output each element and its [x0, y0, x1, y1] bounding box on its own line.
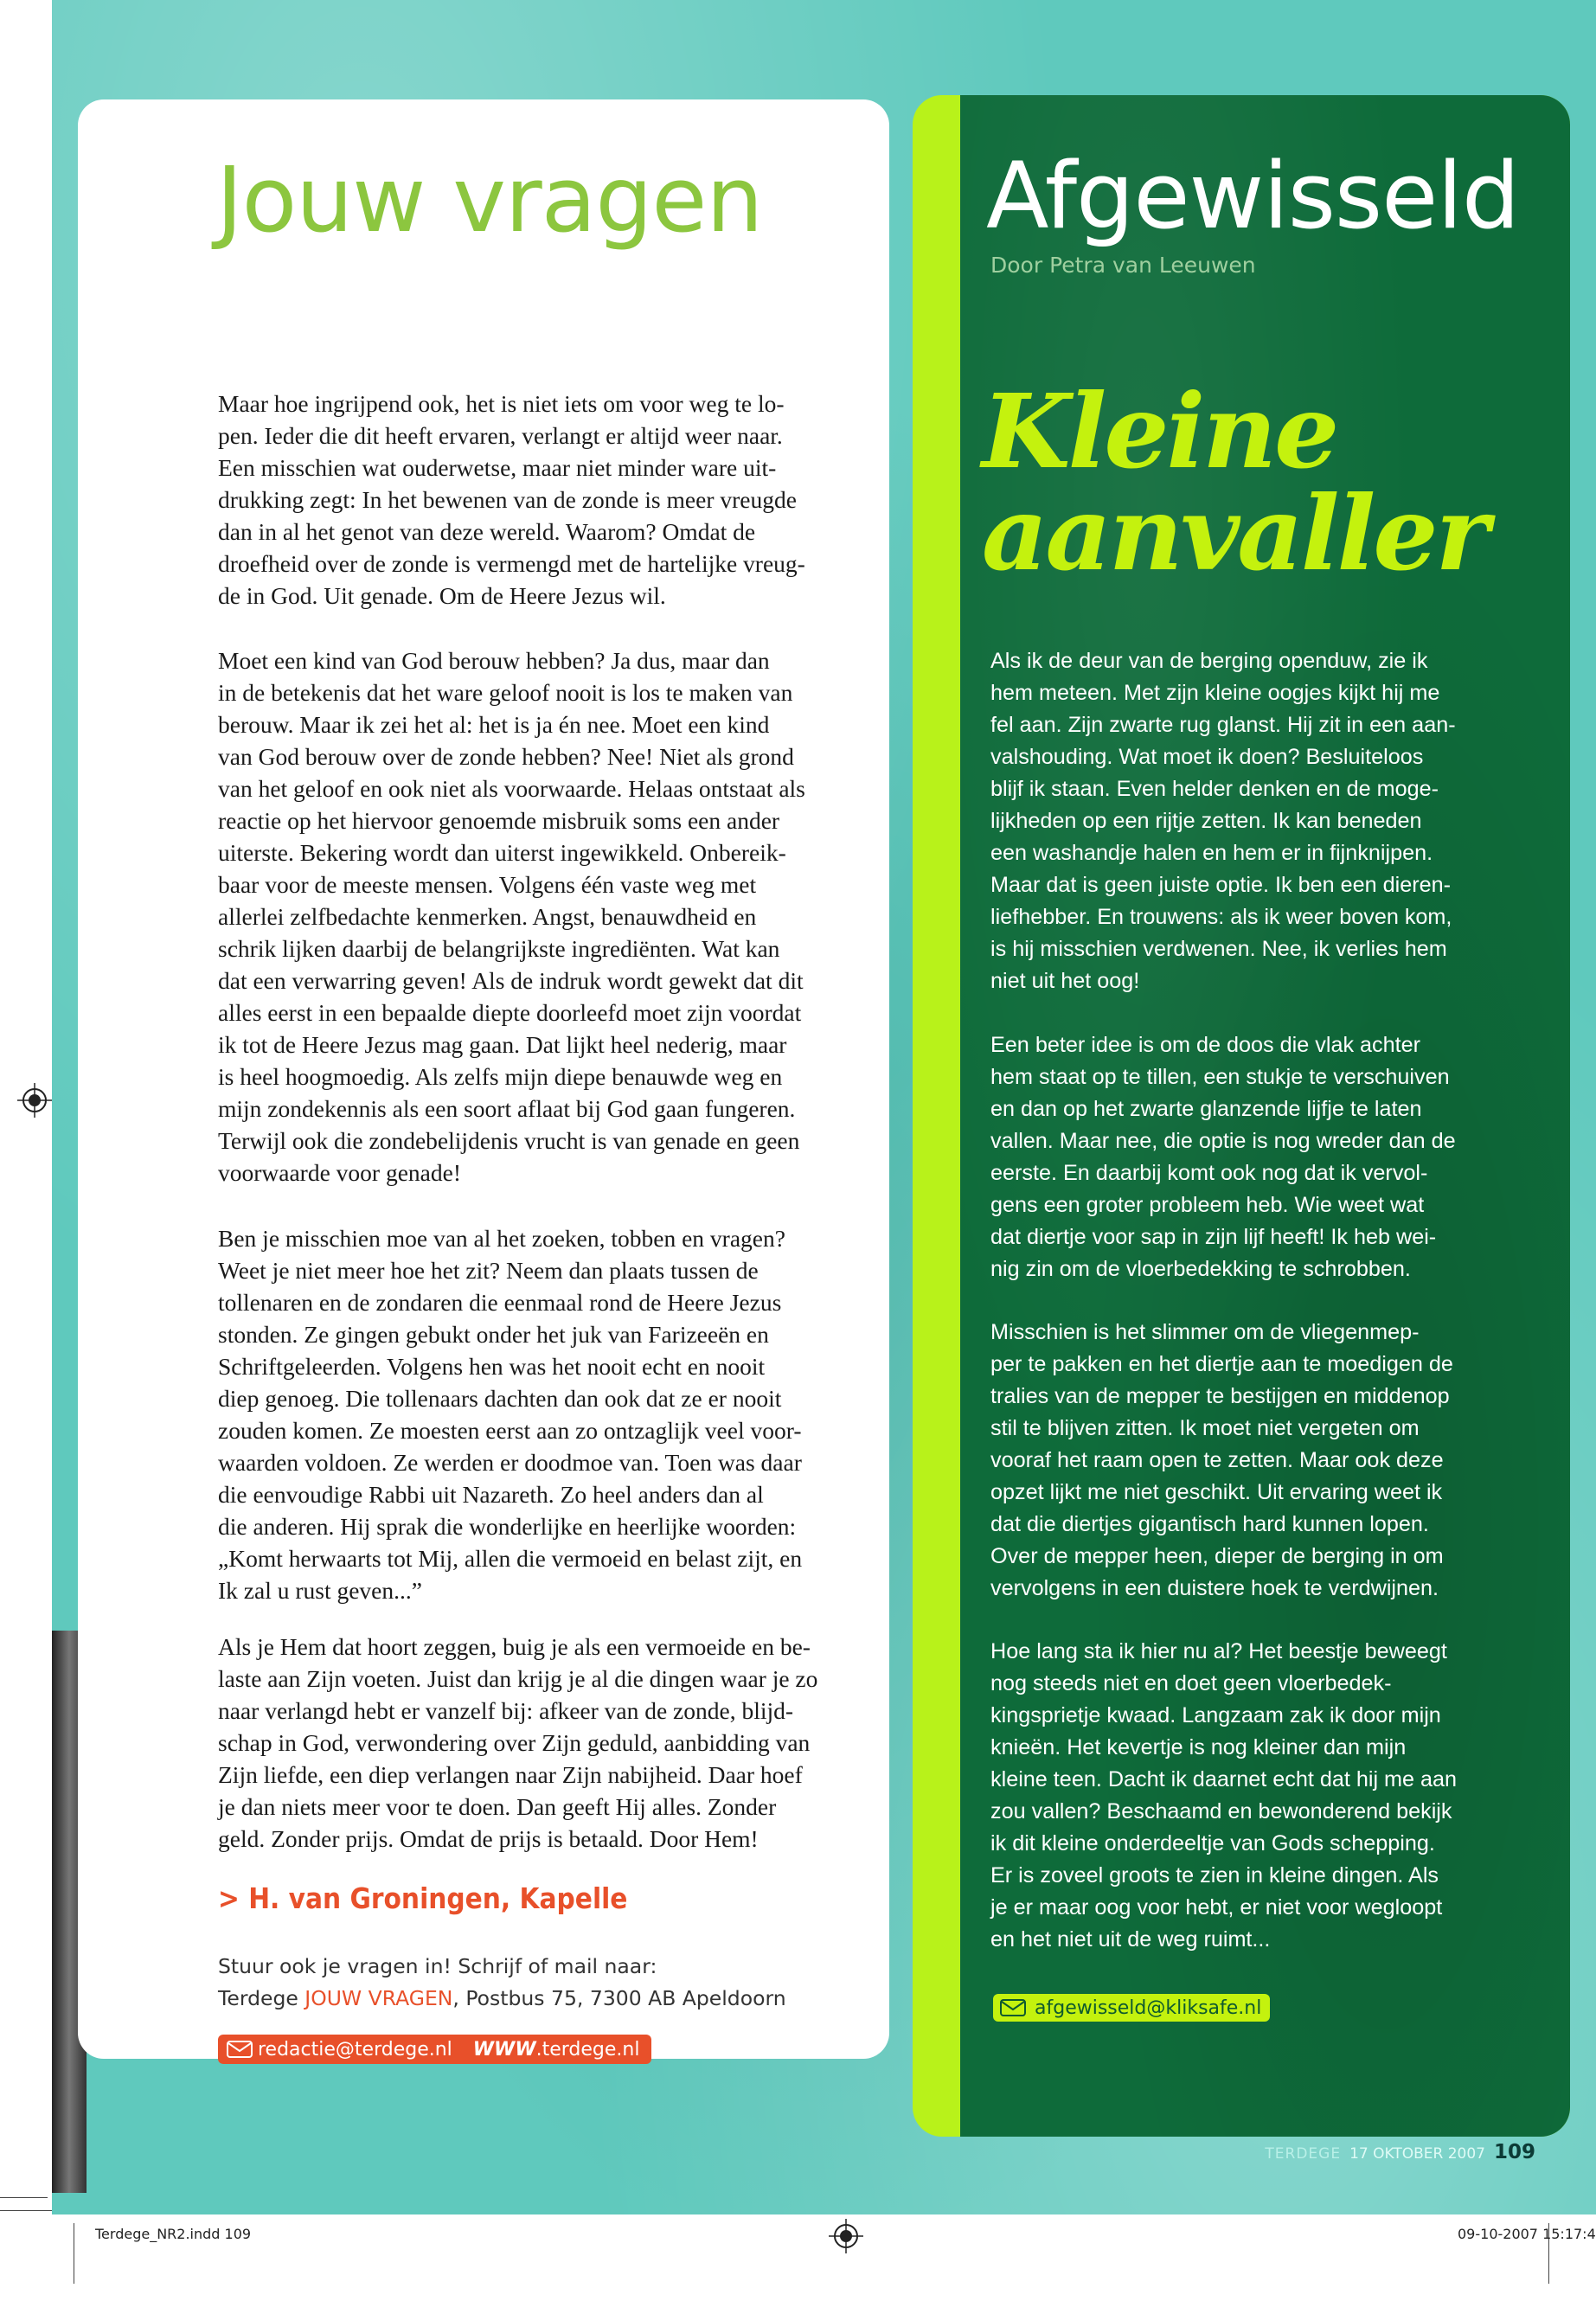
email-link[interactable] — [993, 1994, 1270, 2022]
submit-info — [218, 1951, 875, 2015]
submit-highlight: JOUW VRAGEN — [304, 1986, 453, 2010]
page-footer — [1265, 2141, 1535, 2163]
print-file-name: Terdege_NR2.indd 109 — [95, 2226, 252, 2242]
website-link[interactable] — [473, 2039, 640, 2061]
crop-mark — [0, 2197, 48, 2198]
registration-mark-icon — [829, 2219, 863, 2253]
page-title: Jouw vragen — [216, 147, 763, 253]
paragraph: Als ik de deur van de berging openduw, zie ik hem meteen. Met zijn kleine oogjes kijkt hij me fel aan. Zijn zwarte rug glanst. Hij zit in een aan- valshouding. Wat moet ik doen? Besluiteloos blijf ik staan. Even helder denken en de moge- lijkheden op een rijtje zetten. Ik kan beneden een washandje halen en hem er in fijnknijpen. Maar dat is geen juiste optie. Ik ben een dieren- liefhebber. En trouwens: als ik weer boven kom, is hij misschien verdwenen. Nee, ik verlies hem niet uit het oog! — [990, 649, 1456, 993]
issue-date: 17 OKTOBER 2007 — [1349, 2145, 1485, 2163]
magazine-name: TERDEGE — [1265, 2145, 1342, 2163]
www-label: WWW — [472, 2038, 536, 2061]
article-headline — [982, 371, 1487, 593]
crop-mark — [0, 2210, 52, 2211]
mail-icon — [1000, 1999, 1026, 2016]
submit-address: , Postbus 75, 7300 AB Apeldoorn — [452, 1986, 786, 2010]
page-number: 109 — [1493, 2141, 1535, 2163]
paragraph: Een beter idee is om de doos die vlak achter hem staat op te tillen, een stukje te verschuiven en dan op het zwarte glanzende lijfje te laten vallen. Maar nee, die optie is nog wreder dan de eerste. En daarbij komt ook nog dat ik vervol- gens een groter probleem heb. Wie weet wat dat diertje voor sap in zijn lijf heeft! Ik heb wei- nig zin om de vloerbedekking te schrobben. — [990, 1033, 1456, 1281]
section-title: Afgewisseld — [986, 143, 1520, 249]
paragraph: Moet een kind van God berouw hebben? Ja dus, maar dan in de betekenis dat het ware geloof nooit is los te maken van berouw. Maar ik zei het al: het is ja én nee. Moet een kind van God berouw over de zonde hebben? Nee! Niet als grond van het geloof en ook niet als voorwaarde. Helaas ontstaat als reactie op het hiervoor genoemde misbruik soms een ander uiterste. Bekering wordt dan uiterst ingewikkeld. Onbereik- baar voor de meeste mensen. Volgens één vaste weg met allerlei zelfbedachte kenmerken. Angst, benauwdheid en schrik lijken daarbij de belangrijkste ingrediënten. Wat kan dat een verwarring geven! Als de indruk wordt gewekt dat dit alles eerst in een bepaalde diepte doorleefd moet zijn voordat ik tot de Heere Jezus mag gaan. Dat lijkt heel nederig, maar is heel hoogmoedig. Als zelfs mijn diepe benauwde weg en mijn zondekennis als een soort aflaat bij God gaan fungeren. Terwijl ook die zondebelijdenis vrucht is van genade en geen voorwaarde voor genade! — [218, 647, 805, 1186]
email-link[interactable] — [227, 2039, 452, 2061]
mail-icon — [227, 2041, 253, 2058]
print-timestamp: 09-10-2007 15:17:4 — [1458, 2226, 1596, 2242]
email-address: redactie@terdege.nl — [258, 2038, 452, 2061]
submit-prefix: Terdege — [218, 1986, 305, 2010]
paragraph: Als je Hem dat hoort zeggen, buig je als een vermoeide en be- laste aan Zijn voeten. Juist dan krijg je al die dingen waar je zo naar verlangd hebt er vanzelf bij: afkeer van de zonde, blijd- schap in God, verwondering over Zijn geduld, aanbidding van Zijn liefde, een diep verlangen naar Zijn nabijheid. Daar hoef je dan niets meer voor te doen. Dan geeft Hij alles. Zonder geld. Zonder prijs. Omdat de prijs is betaald. Door Hem! — [218, 1633, 818, 1852]
paragraph: Hoe lang sta ik hier nu al? Het beestje beweegt nog steeds niet en doet geen vloerbedek- kingsprietje kwaad. Langzaam zak ik door mijn knieën. Het kevertje is nog kleiner dan mijn kleine teen. Dacht ik daarnet echt dat hij me aan zou vallen? Beschaamd en bewonderend bekijk ik dit kleine onderdeeltje van Gods schepping. Er is zoveel groots te zien in kleine dingen. Als je er maar oog voor hebt, er niet voor wegloopt en het niet uit de weg ruimt... — [990, 1639, 1458, 1952]
paragraph: Misschien is het slimmer om de vliegenmep- per te pakken en het diertje aan te moedigen de tralies van de mepper te bestijgen en middenop stil te blijven zitten. Ik moet niet vergeten om vooraf het raam open te zetten. Maar ook deze opzet lijkt me niet geschikt. Uit ervaring weet ik dat die diertjes gigantisch hard kunnen lopen. Over de mepper heen, dieper de berging in om vervolgens in een duistere hoek te verdwijnen. — [990, 1320, 1453, 1600]
submit-line-2 — [218, 1983, 875, 2015]
email-address: afgewisseld@kliksafe.nl — [1035, 1997, 1262, 2019]
website-domain: .terdege.nl — [535, 2038, 640, 2061]
paragraph: Maar hoe ingrijpend ook, het is niet iets om voor weg te lo- pen. Ieder die dit heeft ervaren, verlangt er altijd weer naar. Een misschien wat ouderwetse, maar niet minder ware uit- drukking zegt: In het bewenen van de zonde is meer vreugde dan in al het genot van deze wereld. Waarom? Omdat de droefheid over de zonde is vermengd met de hartelijke vreug- de in God. Uit genade. Om de Heere Jezus wil. — [218, 390, 805, 609]
headline-line-2: aanvaller — [982, 473, 1487, 593]
paragraph: Ben je misschien moe van al het zoeken, tobben en vragen? Weet je niet meer hoe het zit? Neem dan plaats tussen de tollenaren en de zondaren die eenmaal rond de Heere Jezus stonden. Ze gingen gebukt onder het juk van Farizeeën en Schriftgeleerden. Volgens hen was het nooit echt en nooit diep genoeg. Die tollenaars dachten dan ook dat ze er nooit zouden komen. Ze moesten eerst aan zo ontzaglijk veel voor- waarden voldoen. Ze werden er doodmoe van. Toen was daar die eenvoudige Rabbi uit Nazareth. Zo heel anders dan al die anderen. Hij sprak die wonderlijke en heerlijke woorden: „Komt herwaarts tot Mij, allen die vermoeid en belast zijt, en Ik zal u rust geven...” — [218, 1225, 803, 1604]
submit-line-1: Stuur ook je vragen in! Schrijf of mail naar: — [218, 1954, 657, 1978]
contact-bar — [218, 2035, 651, 2064]
byline: Door Petra van Leeuwen — [990, 253, 1256, 278]
headline-line-1: Kleine — [982, 371, 1337, 491]
registration-mark-icon — [17, 1083, 52, 1118]
author-signature: > H. van Groningen, Kapelle — [218, 1881, 628, 1915]
